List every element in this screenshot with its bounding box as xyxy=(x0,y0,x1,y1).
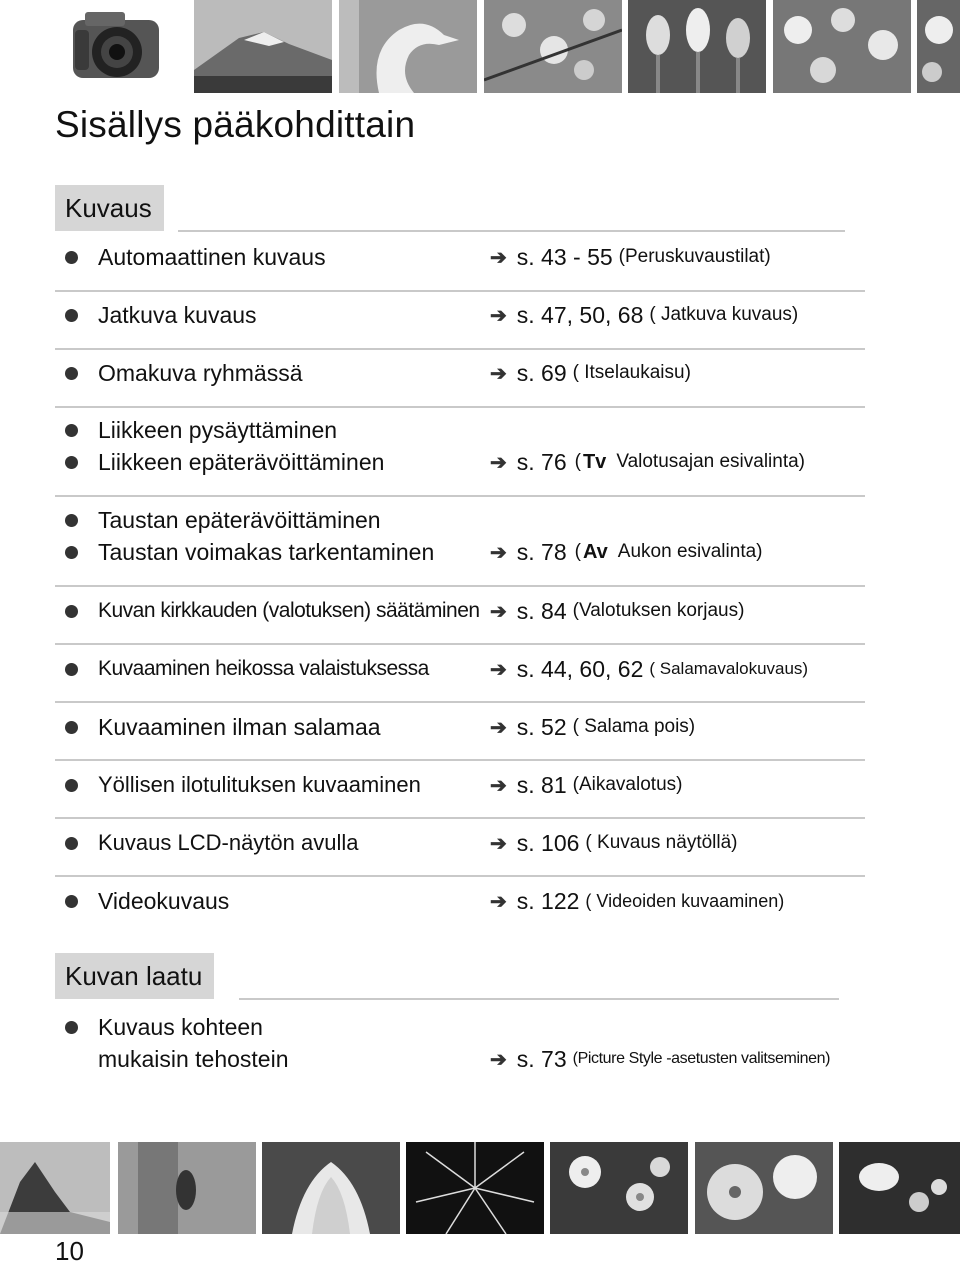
divider xyxy=(55,643,865,645)
reference-note: (Aikavalotus) xyxy=(572,774,683,795)
bullet-icon xyxy=(65,605,78,618)
item-label: Kuvaus LCD-näytön avulla xyxy=(98,830,359,855)
item-label: Taustan epäterävöittäminen xyxy=(98,506,381,533)
arrow-right-icon: ➔ xyxy=(490,246,507,269)
reference-note: ( Kuvaus näytöllä) xyxy=(585,832,738,853)
magnolia-photo xyxy=(773,0,911,93)
bullet-icon xyxy=(65,895,78,908)
section-heading-label: Kuvan laatu xyxy=(55,953,214,999)
page-reference xyxy=(490,357,691,389)
flower-photo xyxy=(917,0,960,93)
arrow-right-icon: ➔ xyxy=(490,451,507,474)
page-reference xyxy=(490,769,682,801)
reference-open-paren: ( xyxy=(574,541,581,562)
reference-note: ( Jatkuva kuvaus) xyxy=(649,304,799,325)
page-reference xyxy=(490,241,771,273)
reference-note: ( Videoiden kuvaaminen) xyxy=(585,890,785,911)
reference-note: ( Itselaukaisu) xyxy=(572,362,691,383)
bullet-icon xyxy=(65,514,78,527)
reference-note: (Picture Style -asetusten valitseminen) xyxy=(572,1050,831,1067)
bullet-icon xyxy=(65,309,78,322)
divider xyxy=(55,290,865,292)
butterfly-photo xyxy=(839,1142,960,1234)
mountain-photo xyxy=(194,0,332,93)
bullet-icon xyxy=(65,424,78,437)
section-heading-kuvaus xyxy=(55,185,164,231)
divider xyxy=(55,406,865,408)
divider xyxy=(55,701,865,703)
page-reference xyxy=(490,711,695,743)
page-reference xyxy=(490,595,744,627)
bullet-icon xyxy=(65,779,78,792)
arrow-right-icon: ➔ xyxy=(490,832,507,855)
item-label-secondary: Taustan voimakas tarkentaminen xyxy=(98,538,435,565)
arrow-right-icon: ➔ xyxy=(490,774,507,797)
page-number-ref: s. 47, 50, 68 xyxy=(516,301,644,328)
reference-note: Aukon esivalinta) xyxy=(617,541,763,562)
section-rule xyxy=(178,230,845,232)
reference-note: (Peruskuvaustilat) xyxy=(618,246,771,267)
divider xyxy=(55,348,865,350)
arrow-right-icon: ➔ xyxy=(490,658,507,681)
page-number-ref: s. 73 xyxy=(516,1045,567,1072)
section-heading-label: Kuvaus xyxy=(55,185,164,231)
bullet-icon xyxy=(65,367,78,380)
mountain-peak-photo xyxy=(0,1142,110,1234)
arrow-right-icon: ➔ xyxy=(490,304,507,327)
page-number-ref: s. 69 xyxy=(516,359,567,386)
page-reference xyxy=(490,446,805,478)
item-label: Kuvaaminen heikossa valaistuksessa xyxy=(98,657,429,680)
bullet-icon xyxy=(65,546,78,559)
reference-note: ( Salama pois) xyxy=(572,716,696,737)
page-number-ref: s. 52 xyxy=(516,713,567,740)
item-label-secondary: mukaisin tehostein xyxy=(98,1045,289,1072)
section-heading-kuvan-laatu xyxy=(55,953,214,999)
bullet-icon xyxy=(65,456,78,469)
item-label-secondary: Liikkeen epäterävöittäminen xyxy=(98,448,385,475)
swan-photo xyxy=(339,0,477,93)
arrow-right-icon: ➔ xyxy=(490,600,507,623)
fireworks-photo xyxy=(406,1142,544,1234)
lotus-photo xyxy=(262,1142,400,1234)
page-title: Sisällys pääkohdittain xyxy=(55,104,416,145)
divider xyxy=(55,495,865,497)
page-reference xyxy=(490,536,763,568)
item-label: Yöllisen ilotulituksen kuvaaminen xyxy=(98,772,421,797)
bullet-icon xyxy=(65,251,78,264)
page-number-ref: s. 76 xyxy=(516,448,567,475)
item-label: Automaattinen kuvaus xyxy=(98,243,326,270)
bullet-icon xyxy=(65,721,78,734)
bullet-icon xyxy=(65,663,78,676)
page-reference xyxy=(490,299,798,331)
section-rule xyxy=(239,998,839,1000)
reference-open-paren: ( xyxy=(574,451,581,472)
item-label: Jatkuva kuvaus xyxy=(98,301,257,328)
arrow-right-icon: ➔ xyxy=(490,890,507,913)
divider xyxy=(55,759,865,761)
page-number-ref: s. 106 xyxy=(516,829,580,856)
reference-note: (Valotuksen korjaus) xyxy=(572,600,745,621)
page-reference xyxy=(490,827,738,859)
mode-glyph: Av xyxy=(582,540,608,563)
arrow-right-icon: ➔ xyxy=(490,362,507,385)
page-number-ref: s. 44, 60, 62 xyxy=(516,655,644,682)
page-number-ref: s. 43 - 55 xyxy=(516,243,613,270)
page-reference xyxy=(490,885,784,917)
blossom-photo xyxy=(484,0,622,93)
hibiscus-photo xyxy=(695,1142,833,1234)
divider xyxy=(55,875,865,877)
item-label: Liikkeen pysäyttäminen xyxy=(98,416,338,443)
page-number: 10 xyxy=(55,1236,84,1266)
cicada-photo xyxy=(118,1142,256,1234)
bullet-icon xyxy=(65,837,78,850)
divider xyxy=(55,817,865,819)
tulips-photo xyxy=(628,0,766,93)
arrow-right-icon: ➔ xyxy=(490,541,507,564)
arrow-right-icon: ➔ xyxy=(490,1048,507,1071)
page-number-ref: s. 122 xyxy=(516,887,580,914)
page-reference xyxy=(490,1043,830,1075)
reference-note: Valotusajan esivalinta) xyxy=(616,451,806,472)
bullet-icon xyxy=(65,1021,78,1034)
item-label: Kuvan kirkkauden (valotuksen) säätäminen xyxy=(98,599,480,622)
page-number-ref: s. 81 xyxy=(516,771,567,798)
daisies-photo xyxy=(550,1142,688,1234)
divider xyxy=(55,585,865,587)
reference-note: ( Salamavalokuvaus) xyxy=(649,659,809,678)
page-number-ref: s. 84 xyxy=(516,597,567,624)
camera-photo xyxy=(55,0,175,93)
arrow-right-icon: ➔ xyxy=(490,716,507,739)
page-reference xyxy=(490,653,808,685)
page-number-ref: s. 78 xyxy=(516,538,567,565)
item-label: Videokuvaus xyxy=(98,887,230,914)
item-label: Kuvaaminen ilman salamaa xyxy=(98,713,381,740)
item-label: Omakuva ryhmässä xyxy=(98,359,303,386)
mode-glyph: Tv xyxy=(582,450,607,473)
item-label: Kuvaus kohteen xyxy=(98,1013,263,1040)
